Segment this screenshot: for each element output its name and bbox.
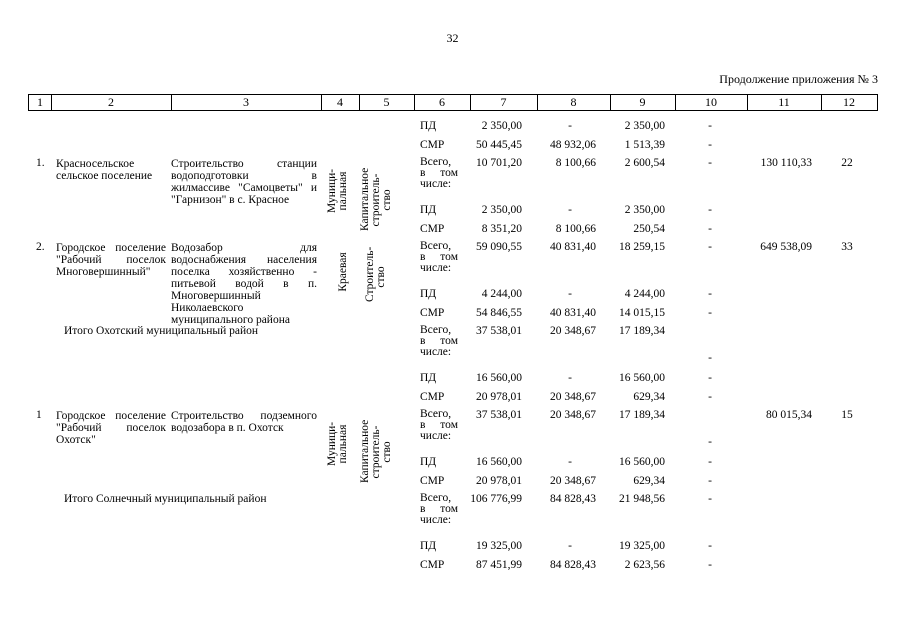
value-col-12: 33 — [841, 241, 853, 253]
value-col-12: 15 — [841, 409, 853, 421]
value-col-7: 54 846,55 — [476, 307, 522, 319]
value-col-8: 20 348,67 — [550, 409, 596, 421]
row-type: ПД — [420, 372, 437, 384]
header-col-3: 3 — [243, 95, 249, 109]
value-col-8: 84 828,43 — [550, 493, 596, 505]
entry-name: Городское поселение "Рабочий поселок Охотск" — [56, 410, 166, 446]
row-type: СМР — [420, 139, 445, 151]
row-type: ПД — [420, 456, 437, 468]
value-col-9: 629,34 — [633, 391, 665, 403]
value-col-9: 16 560,00 — [619, 372, 665, 384]
row-type: Всего, в том числе: — [420, 408, 458, 442]
value-col-9: 2 350,00 — [624, 204, 665, 216]
value-col-8: - — [568, 120, 572, 132]
row-type: СМР — [420, 391, 445, 403]
header-col-12: 12 — [843, 95, 855, 109]
value-col-12: 22 — [841, 157, 853, 169]
entry-number: 1 — [36, 409, 42, 421]
row-type: СМР — [420, 559, 445, 571]
value-col-11: 80 015,34 — [766, 409, 812, 421]
value-col-7: 8 351,20 — [481, 223, 522, 235]
row-type: Всего, в том числе: — [420, 492, 458, 526]
value-col-9: 21 948,56 — [619, 493, 665, 505]
value-col-7: 2 350,00 — [481, 120, 522, 132]
total-okhotsk-label: Итого Охотский муниципальный район — [64, 325, 259, 337]
value-col-10: - — [708, 204, 712, 216]
value-col-8: 84 828,43 — [550, 559, 596, 571]
value-col-7: 20 978,01 — [476, 391, 522, 403]
value-col-9: 17 189,34 — [619, 325, 665, 337]
value-col-9: 2 600,54 — [624, 157, 665, 169]
entry-object: Строительство подземного водозабора в п. Охотск — [171, 410, 317, 434]
value-col-10: - — [708, 139, 712, 151]
header-col-8: 8 — [570, 95, 577, 109]
row-type: ПД — [420, 288, 437, 300]
entry-name: Красносельское сельское поселение — [56, 158, 153, 182]
header-col-4: 4 — [337, 95, 343, 109]
value-col-10: - — [708, 559, 712, 571]
row-type: Всего, в том числе: — [420, 324, 458, 358]
header-col-2: 2 — [108, 95, 114, 109]
value-col-10: - — [708, 120, 712, 132]
entry-object: Водозабор для водоснабжения населения поселка хозяйственно - питьевой водой в п. Многовершинный Николаевского муниципального района — [171, 242, 317, 326]
header-col-1: 1 — [37, 95, 43, 109]
value-col-8: 48 932,06 — [550, 139, 596, 151]
total-solnechny-label: Итого Солнечный муниципальный район — [64, 493, 267, 505]
entry-name: Городское поселение "Рабочий поселок Многовершинный" — [56, 242, 166, 278]
entry-level: Муници-пальная — [326, 421, 349, 466]
value-col-7: 106 776,99 — [470, 493, 522, 505]
entry-kind: Строитель-ство — [364, 246, 387, 302]
header-col-10: 10 — [705, 95, 717, 109]
entry-kind: Капитальное строитель-ство — [359, 419, 393, 483]
entry-number: 2. — [36, 241, 45, 253]
value-col-9: 16 560,00 — [619, 456, 665, 468]
value-col-10: - — [708, 307, 712, 319]
value-col-10: - — [708, 223, 712, 235]
header-col-7: 7 — [500, 95, 507, 109]
value-col-9: 17 189,34 — [619, 409, 665, 421]
value-col-8: 40 831,40 — [550, 307, 596, 319]
value-col-7: 50 445,45 — [476, 139, 522, 151]
entry-level: Краевая — [337, 252, 349, 292]
value-col-8: - — [568, 540, 572, 552]
entry-kind: Капитальное строитель-ство — [359, 167, 393, 231]
value-col-8: - — [568, 372, 572, 384]
value-col-8: 40 831,40 — [550, 241, 596, 253]
table-header-row — [28, 94, 878, 111]
entry-level: Муници-пальная — [326, 168, 349, 213]
value-col-9: 2 623,56 — [624, 559, 665, 571]
value-col-8: 20 348,67 — [550, 391, 596, 403]
value-col-9: 18 259,15 — [619, 241, 665, 253]
value-col-10: - — [708, 456, 712, 468]
value-col-7: 10 701,20 — [476, 157, 522, 169]
value-col-10: - — [708, 475, 712, 487]
page-number: 32 — [446, 31, 459, 45]
value-col-7: 4 244,00 — [481, 288, 522, 300]
header-col-9: 9 — [639, 95, 646, 109]
header-col-5: 5 — [383, 95, 390, 109]
value-col-7: 19 325,00 — [476, 540, 522, 552]
value-col-9: 19 325,00 — [619, 540, 665, 552]
entry-number: 1. — [36, 157, 45, 169]
value-col-8: - — [568, 204, 572, 216]
row-type: Всего, в том числе: — [420, 156, 458, 190]
value-col-8: 20 348,67 — [550, 325, 596, 337]
value-col-10: - — [708, 157, 712, 169]
row-type: ПД — [420, 204, 437, 216]
value-col-8: 8 100,66 — [555, 223, 596, 235]
value-col-9: 250,54 — [633, 223, 665, 235]
value-col-7: 2 350,00 — [481, 204, 522, 216]
continuation-label: Продолжение приложения № 3 — [719, 72, 878, 86]
value-col-9: 1 513,39 — [624, 139, 665, 151]
value-col-8: - — [568, 288, 572, 300]
value-col-7: 87 451,99 — [476, 559, 522, 571]
row-type: СМР — [420, 307, 445, 319]
row-type: СМР — [420, 223, 445, 235]
value-col-7: 16 560,00 — [476, 456, 522, 468]
value-col-11: 130 110,33 — [760, 157, 812, 169]
value-col-8: 20 348,67 — [550, 475, 596, 487]
value-col-11: 649 538,09 — [760, 241, 812, 253]
value-col-10: - — [708, 288, 712, 300]
header-col-6: 6 — [439, 95, 445, 109]
value-col-10: - — [708, 493, 712, 505]
row-type: СМР — [420, 475, 445, 487]
value-col-9: 4 244,00 — [624, 288, 665, 300]
value-col-7: 37 538,01 — [476, 409, 522, 421]
value-col-7: 20 978,01 — [476, 475, 522, 487]
value-col-8: - — [568, 456, 572, 468]
value-col-9: 2 350,00 — [624, 120, 665, 132]
row-type: ПД — [420, 540, 437, 552]
value-col-10: - — [708, 241, 712, 253]
value-col-7: 37 538,01 — [476, 325, 522, 337]
value-col-9: 14 015,15 — [619, 307, 665, 319]
value-col-10: - — [708, 352, 712, 364]
value-col-10: - — [708, 540, 712, 552]
value-col-7: 16 560,00 — [476, 372, 522, 384]
row-type: Всего, в том числе: — [420, 240, 458, 274]
value-col-8: 8 100,66 — [555, 157, 596, 169]
value-col-7: 59 090,55 — [476, 241, 522, 253]
value-col-10: - — [708, 391, 712, 403]
value-col-10: - — [708, 372, 712, 384]
value-col-10: - — [708, 436, 712, 448]
value-col-9: 629,34 — [633, 475, 665, 487]
header-col-11: 11 — [778, 95, 790, 109]
row-type: ПД — [420, 120, 437, 132]
entry-object: Строительство станции водоподготовки в жилмассиве "Самоцветы" и "Гарнизон" в с. Красное — [171, 158, 317, 206]
